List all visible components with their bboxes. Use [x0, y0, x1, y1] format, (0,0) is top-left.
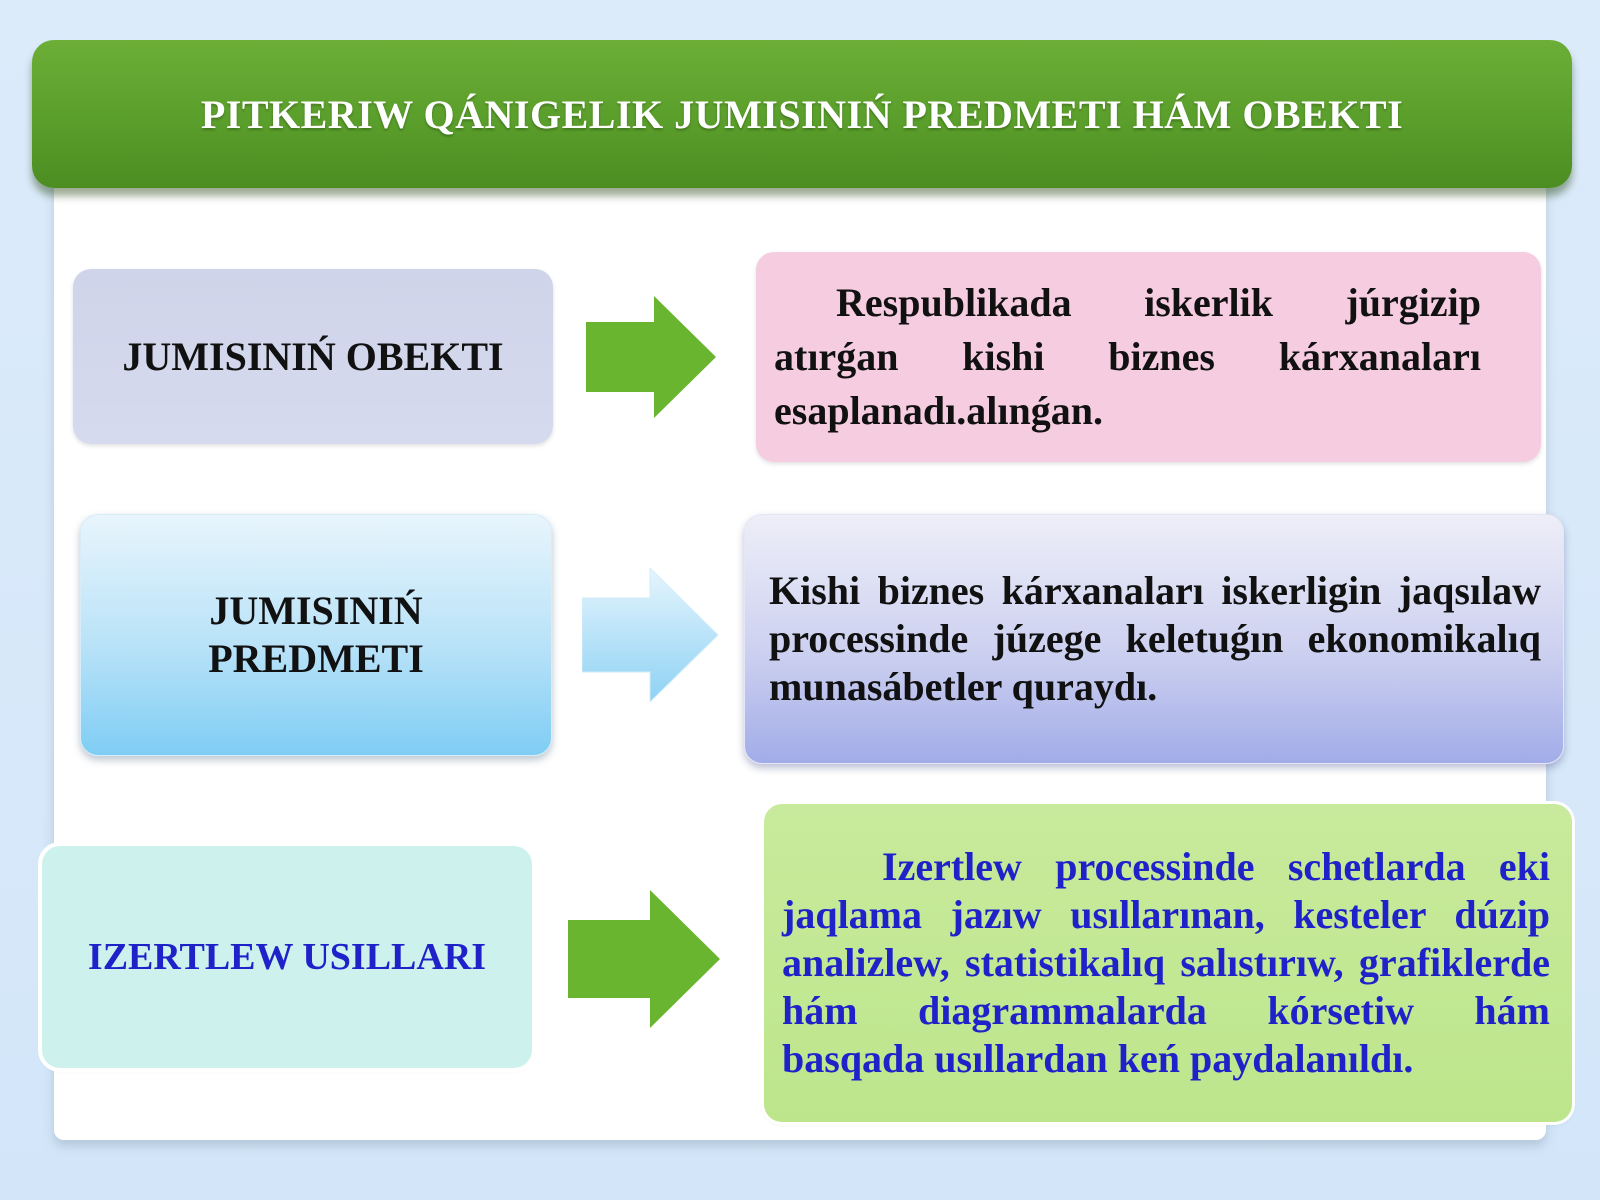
methods-label: IZERTLEW USILLARI	[87, 936, 487, 978]
arrow-right-icon	[568, 890, 720, 1028]
object-description-box	[756, 252, 1541, 462]
subject-description: Kishi biznes kárxanaları iskerligin jaqsılaw processinde júzege keletuǵın ekonomikalıq munasábetler quraydı.	[769, 568, 1541, 709]
title-banner	[32, 40, 1572, 188]
methods-description-box	[764, 804, 1572, 1122]
methods-label-box	[42, 846, 532, 1068]
subject-label-box	[80, 514, 552, 756]
arrow-right-icon	[582, 568, 718, 702]
arrow-right-icon	[586, 296, 716, 418]
page-title: PITKERIW QÁNIGELIK JUMISINIŃ PREDMETI HÁM OBEKTI	[200, 91, 1404, 137]
object-label-box	[73, 269, 553, 444]
methods-description: Izertlew processinde schetlarda eki jaqlama jazıw usıllarınan, kesteler dúzip analizlew, statistikalıq salıstırıw, grafiklerde hám diagrammalarda kórsetiw hám basqada usıllardan keń paydalanıldı.	[782, 844, 1550, 1081]
subject-description-box	[744, 514, 1564, 764]
object-description: Respublikada iskerlik júrgizip atırǵan kishi biznes kárxanaları esaplanadı.alınǵan.	[774, 280, 1481, 433]
object-label: JUMISINIŃ OBEKTI	[122, 334, 504, 379]
subject-label: JUMISINIŃ PREDMETI	[208, 588, 424, 681]
